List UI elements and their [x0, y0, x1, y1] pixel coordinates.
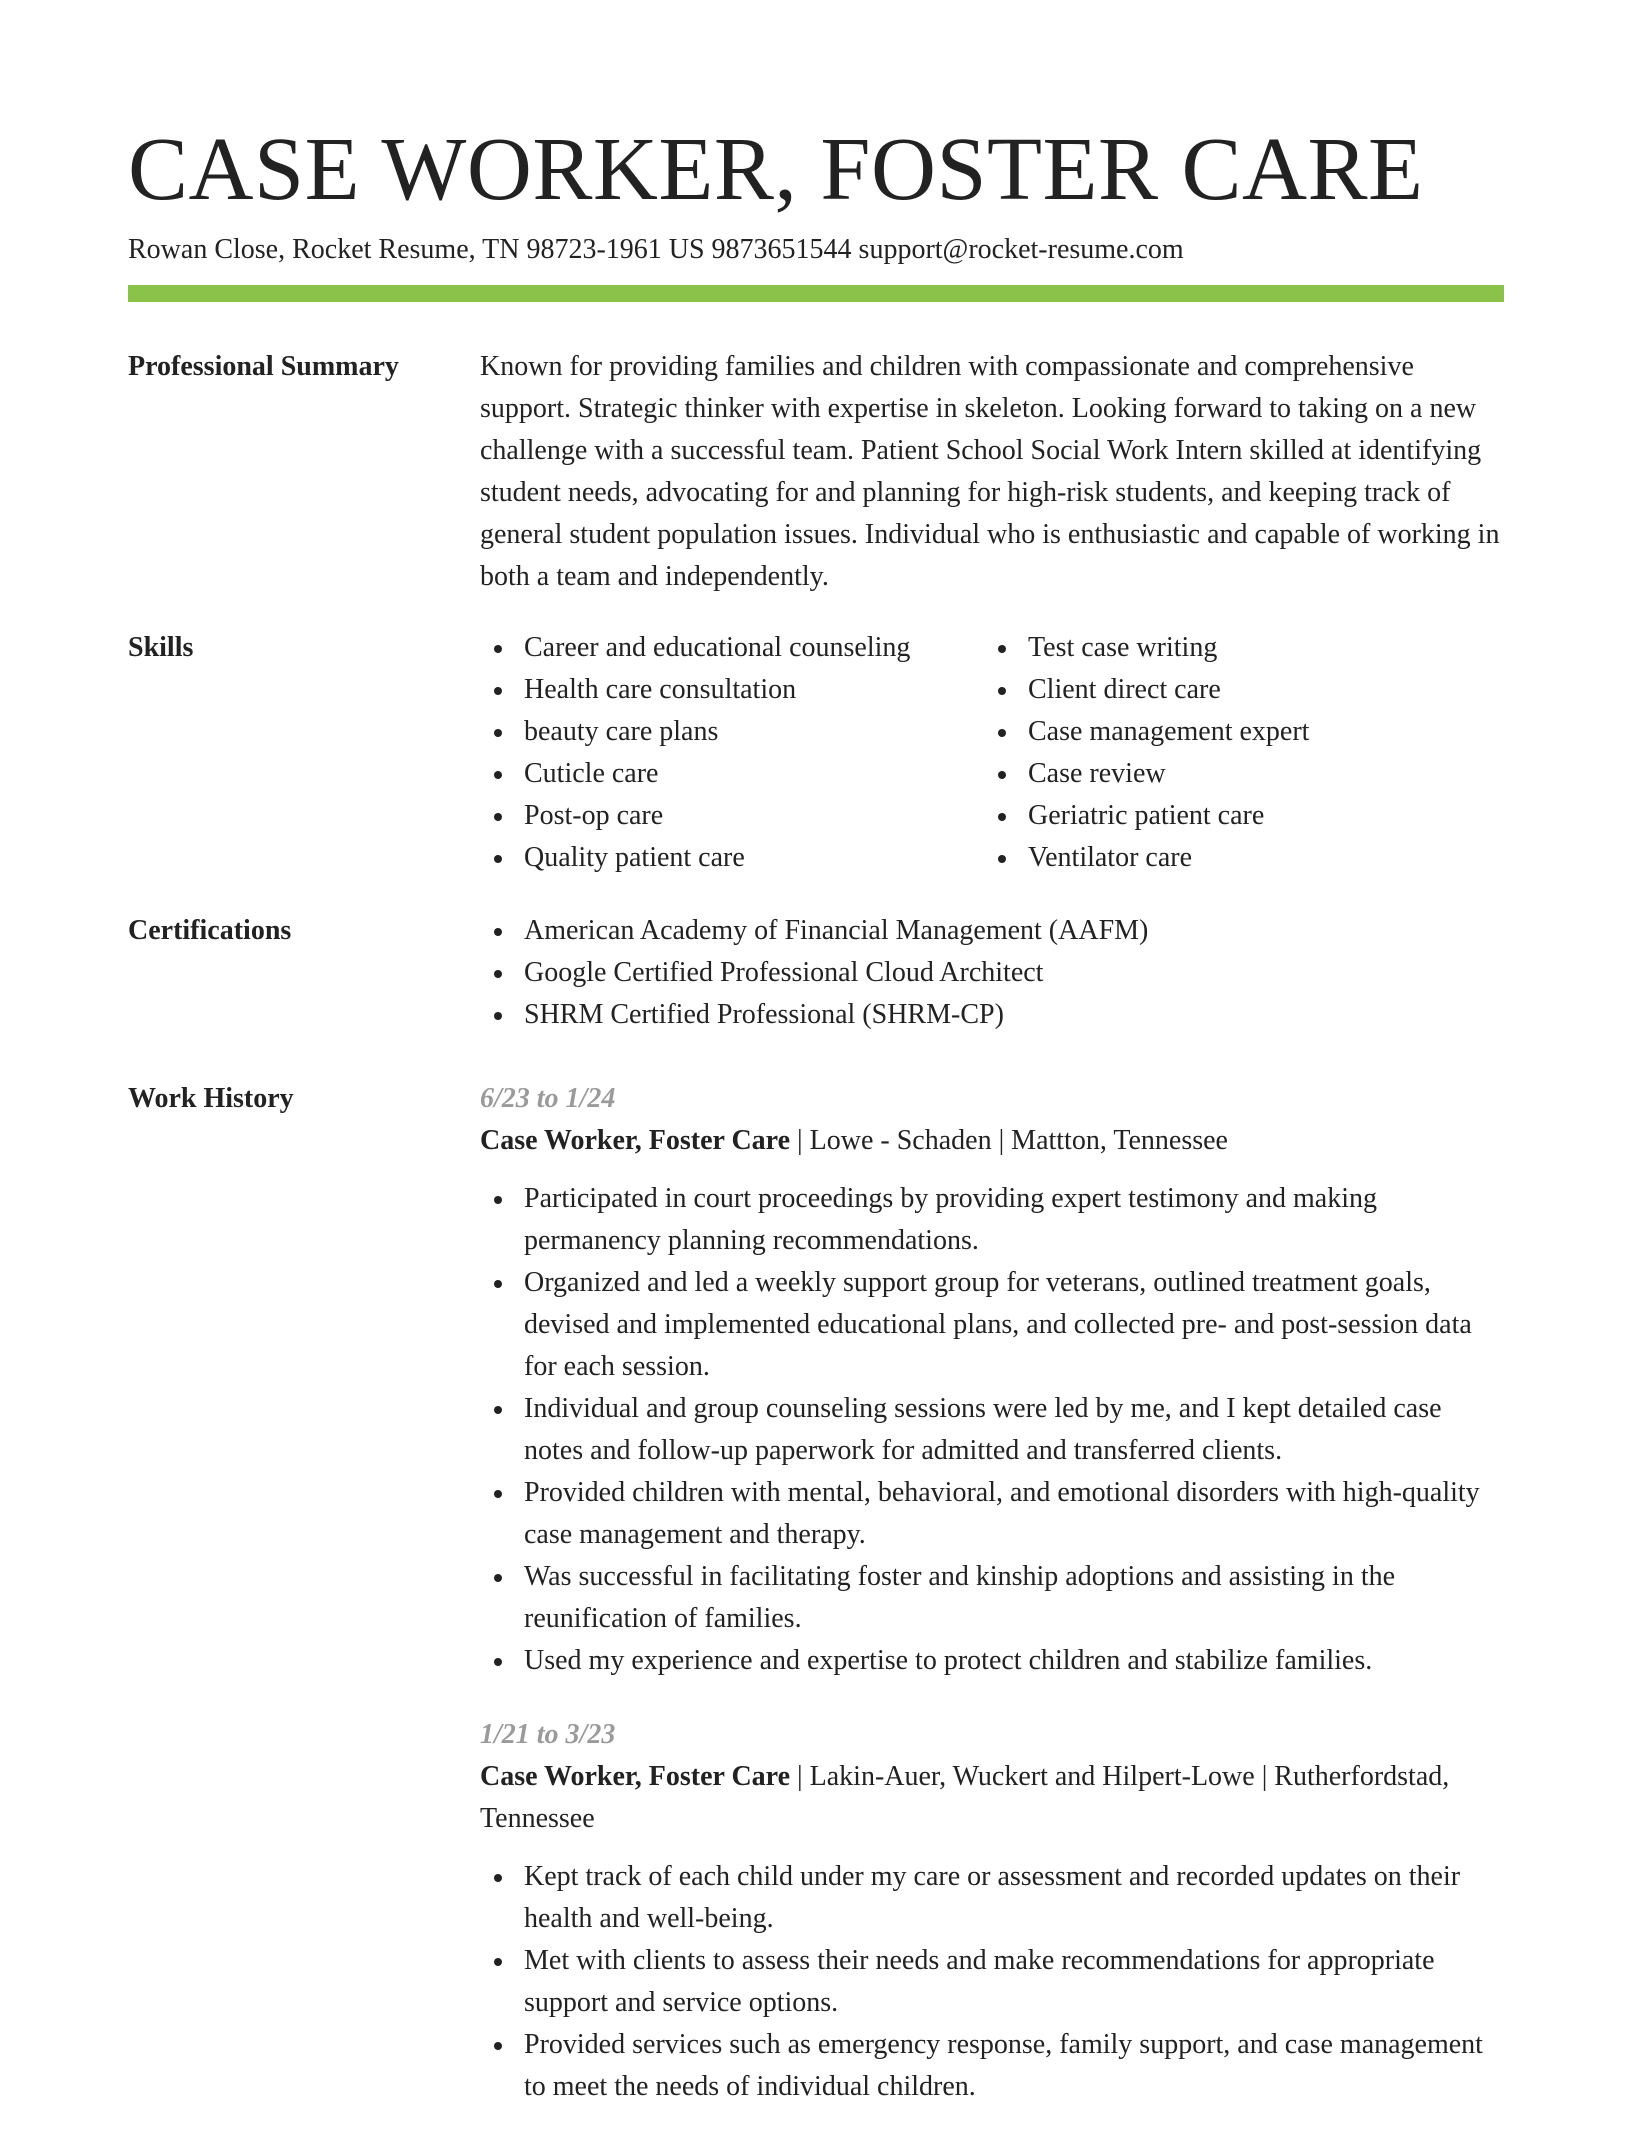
- job-dates: 1/21 to 3/23: [480, 1719, 616, 1750]
- certifications-list: [480, 910, 1504, 1036]
- work-history-section: [480, 1078, 1504, 2140]
- skill-item: Test case writing: [984, 627, 1488, 669]
- job-entry: [480, 1078, 1504, 1682]
- job-bullet-list: [480, 1178, 1504, 1682]
- job-bullet: Used my experience and expertise to protect children and stabilize families.: [480, 1640, 1504, 1682]
- summary-text: Known for providing families and children with compassionate and comprehensive support. Strategic thinker with expertise in skeleton. Looking forward to taking on a new challenge with a successful team. Patient School Social Work Intern skilled at identifying student needs, advocating for and planning for high-risk students, and keeping track of general student population issues. Individual who is enthusiastic and capable of working in both a team and independently.: [480, 351, 1500, 592]
- accent-divider: [128, 285, 1504, 302]
- skills-list-right: [984, 627, 1488, 879]
- skill-item: beauty care plans: [480, 711, 984, 753]
- job-title: Case Worker, Foster Care: [480, 1761, 791, 1792]
- summary-section: [480, 346, 1504, 598]
- job-bullet: Individual and group counseling sessions were led by me, and I kept detailed case notes and follow-up paperwork for admitted and transferred clients.: [480, 1388, 1504, 1472]
- skill-item: Case management expert: [984, 711, 1488, 753]
- certifications-section-label: Certifications: [128, 915, 292, 946]
- certification-item: American Academy of Financial Management (AAFM): [480, 910, 1504, 952]
- skill-item: Post-op care: [480, 795, 984, 837]
- skill-item: Geriatric patient care: [984, 795, 1488, 837]
- job-bullet-list: [480, 1856, 1504, 2108]
- certification-item: Google Certified Professional Cloud Architect: [480, 952, 1504, 994]
- skills-section: [480, 627, 1504, 879]
- job-bullet: Participated in court proceedings by providing expert testimony and making permanency planning recommendations.: [480, 1178, 1504, 1262]
- skills-section-label: Skills: [128, 632, 194, 663]
- skill-item: Ventilator care: [984, 837, 1488, 879]
- resume-name-heading: CASE WORKER, FOSTER CARE: [128, 120, 1424, 219]
- skills-list-left: [480, 627, 984, 879]
- skill-item: Cuticle care: [480, 753, 984, 795]
- certifications-section: [480, 910, 1504, 1036]
- skill-item: Quality patient care: [480, 837, 984, 879]
- job-bullet: Provided children with mental, behavioral, and emotional disorders with high-quality case management and therapy.: [480, 1472, 1504, 1556]
- job-bullet: Kept track of each child under my care or assessment and recorded updates on their health and well-being.: [480, 1856, 1504, 1940]
- skill-item: Career and educational counseling: [480, 627, 984, 669]
- job-bullet: Was successful in facilitating foster and kinship adoptions and assisting in the reunification of families.: [480, 1556, 1504, 1640]
- job-header: [480, 1756, 1504, 1840]
- job-header: [480, 1120, 1504, 1162]
- job-details: | Lowe - Schaden | Mattton, Tennessee: [790, 1125, 1228, 1156]
- job-bullet: Organized and led a weekly support group for veterans, outlined treatment goals, devised and implemented educational plans, and collected pre- and post-session data for each session.: [480, 1262, 1504, 1388]
- contact-line: Rowan Close, Rocket Resume, TN 98723-1961 US 9873651544 support@rocket-resume.com: [128, 234, 1184, 265]
- job-title: Case Worker, Foster Care: [480, 1125, 791, 1156]
- work-history-section-label: Work History: [128, 1083, 294, 1114]
- job-entry: [480, 1714, 1504, 2108]
- certification-item: SHRM Certified Professional (SHRM-CP): [480, 994, 1504, 1036]
- job-bullet: Provided services such as emergency response, family support, and case management to meet the needs of individual children.: [480, 2024, 1504, 2108]
- skill-item: Client direct care: [984, 669, 1488, 711]
- job-bullet: Met with clients to assess their needs and make recommendations for appropriate support and service options.: [480, 1940, 1504, 2024]
- job-dates: 6/23 to 1/24: [480, 1083, 616, 1114]
- job-details: | Lakin-Auer, Wuckert and Hilpert-Lowe | Rutherfordstad, Tennessee: [480, 1761, 1450, 1834]
- summary-section-label: Professional Summary: [128, 351, 399, 382]
- skill-item: Health care consultation: [480, 669, 984, 711]
- skill-item: Case review: [984, 753, 1488, 795]
